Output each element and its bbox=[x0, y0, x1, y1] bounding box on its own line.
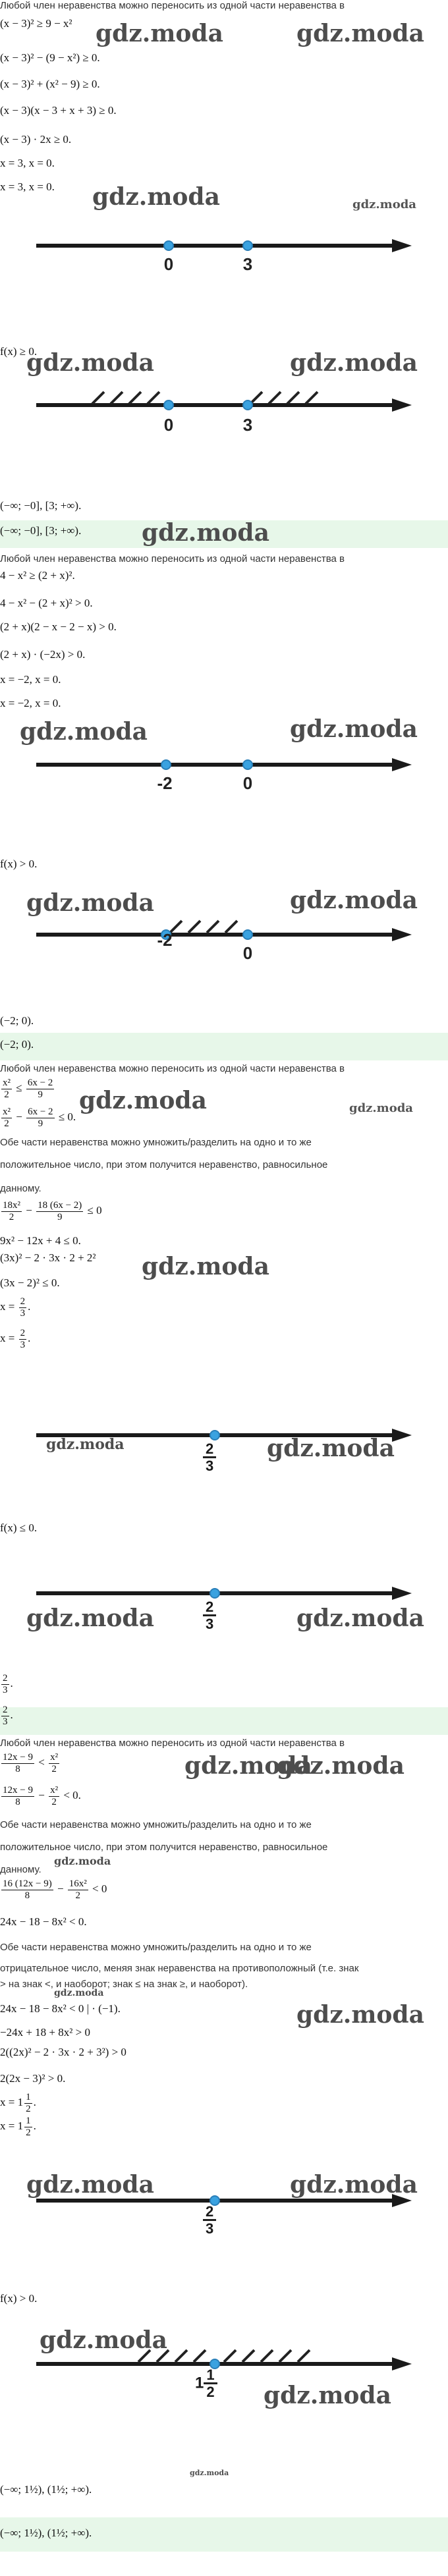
p3-answer-final: $\frac{2}{3}$ . bbox=[3, 1705, 13, 1727]
watermark: gdz.moda bbox=[46, 1436, 125, 1453]
p4-eq7: 2((2x)² − 2 · 3x · 2 + 3²) > 0 bbox=[0, 2046, 126, 2058]
watermark: gdz.moda bbox=[352, 198, 416, 211]
point-b bbox=[242, 759, 253, 770]
point-label-b: 3 bbox=[242, 254, 253, 274]
p1-eq2: (x − 3)² − (9 − x²) ≥ 0. bbox=[0, 51, 100, 64]
p3-eq6: (3x − 2)² ≤ 0. bbox=[0, 1276, 60, 1289]
p1-eq6: x = 3, x = 0. bbox=[0, 157, 55, 169]
shading-left bbox=[0, 385, 448, 425]
note-negative: отрицательное число, меняя знак неравенства на противоположный (т.е. знак bbox=[0, 1963, 359, 1974]
point-a bbox=[163, 400, 174, 410]
watermark: gdz.moda bbox=[184, 1752, 312, 1780]
watermark: gdz.moda bbox=[267, 1435, 395, 1462]
p1-fx: f(x) ≥ 0. bbox=[0, 345, 38, 358]
axis bbox=[36, 763, 392, 767]
p2-eq6: x = −2, x = 0. bbox=[0, 697, 61, 709]
watermark: gdz.moda bbox=[20, 718, 148, 746]
p3-root: x = $\frac{2}{3}$ . bbox=[0, 1296, 31, 1319]
point-label-a: -2 bbox=[157, 930, 173, 950]
p3-eq4: 9x² − 12x + 4 ≤ 0. bbox=[0, 1234, 81, 1247]
watermark: gdz.moda bbox=[142, 519, 269, 547]
watermark: gdz.moda bbox=[26, 889, 154, 917]
note-multiply: положительное число, при этом получится неравенство, равносильное bbox=[0, 1159, 328, 1170]
point-b bbox=[242, 929, 253, 940]
watermark: gdz.moda bbox=[277, 1752, 405, 1780]
note-multiply: данному. bbox=[0, 1864, 42, 1875]
p4-eq5: 24x − 18 − 8x² < 0 | · (−1). bbox=[0, 2002, 121, 2015]
watermark: gdz.moda bbox=[349, 1101, 413, 1115]
p3-eq3: $\frac{\text{18x²}}{2}$ − $\frac{18 (6x - 2)}{9}$ ≤ 0 bbox=[3, 1200, 102, 1222]
point-label-b: 0 bbox=[242, 773, 253, 793]
point bbox=[210, 1430, 220, 1440]
p2-answer-final: (−2; 0). bbox=[0, 1038, 34, 1051]
axis-arrow bbox=[392, 758, 412, 771]
axis-arrow bbox=[392, 1587, 412, 1600]
point-label-b: 0 bbox=[242, 943, 253, 963]
watermark: gdz.moda bbox=[96, 20, 223, 47]
watermark: gdz.moda bbox=[54, 1988, 104, 1998]
p2-eq4: (2 + x) · (−2x) > 0. bbox=[0, 648, 86, 661]
p1-eq4: (x − 3)(x − 3 + x + 3) ≥ 0. bbox=[0, 104, 117, 117]
p3-answer: $\frac{2}{3}$ . bbox=[3, 1673, 13, 1695]
watermark: gdz.moda bbox=[296, 20, 424, 47]
p2-eq3: (2 + x)(2 − x − 2 − x) > 0. bbox=[0, 620, 117, 633]
note-move-terms: Любой член неравенства можно переносить из одной части неравенства в bbox=[0, 1063, 345, 1074]
answer-band bbox=[0, 1033, 448, 1060]
watermark: gdz.moda bbox=[290, 715, 418, 743]
watermark: gdz.moda bbox=[26, 1604, 154, 1632]
point-label: $\frac{2}{3}$ bbox=[203, 2204, 216, 2236]
p1-eq1: (x − 3)² ≥ 9 − x² bbox=[0, 17, 72, 30]
axis-arrow bbox=[392, 1429, 412, 1442]
p2-eq2: 4 − x² − (2 + x)² > 0. bbox=[0, 597, 93, 609]
note-move-terms: Любой член неравенства можно переносить из одной части неравенства в bbox=[0, 1738, 345, 1749]
p1-answer-final: (−∞; −0], [3; +∞). bbox=[0, 524, 82, 537]
p4-fx: f(x) > 0. bbox=[0, 2292, 38, 2305]
p1-eq7: x = 3, x = 0. bbox=[0, 180, 55, 193]
p4-root: x = 1 $\frac{1}{2}$ . bbox=[0, 2092, 36, 2114]
p4-answer-final: (−∞; 1½), (1½; +∞). bbox=[0, 2527, 92, 2539]
point-label: $\frac{2}{3}$ bbox=[203, 1599, 216, 1631]
note-multiply: данному. bbox=[0, 1183, 42, 1194]
watermark: gdz.moda bbox=[290, 349, 418, 377]
watermark: gdz.moda bbox=[190, 2469, 229, 2477]
p3-eq5: (3x)² − 2 · 3x · 2 + 2² bbox=[0, 1251, 96, 1264]
note-negative: > на знак <, и наоборот; знак ≤ на знак ≥, и наоборот). bbox=[0, 1979, 248, 1990]
note-move-terms: Любой член неравенства можно переносить из одной части неравенства в bbox=[0, 0, 345, 11]
watermark: gdz.moda bbox=[296, 1604, 424, 1632]
watermark: gdz.moda bbox=[26, 349, 154, 377]
p3-eq2: $\frac{\text{x²}}{2}$ − $\frac{6x - 2}{9}$ ≤ 0. bbox=[3, 1107, 76, 1129]
answer-band bbox=[0, 1707, 448, 1735]
p4-eq2: $\frac{12x - 9}{8}$ − $\frac{\text{x²}}{2}$ < 0. bbox=[3, 1785, 81, 1807]
note-multiply: Обе части неравенства можно умножить/разделить на одно и то же bbox=[0, 1819, 312, 1830]
watermark: gdz.moda bbox=[142, 1253, 269, 1280]
point-label: $\frac{2}{3}$ bbox=[203, 1441, 216, 1473]
shading-between bbox=[0, 914, 448, 954]
note-move-terms: Любой член неравенства можно переносить из одной части неравенства в bbox=[0, 553, 345, 564]
point-b bbox=[242, 240, 253, 251]
p1-eq5: (x − 3) · 2x ≥ 0. bbox=[0, 133, 72, 146]
p1-eq3: (x − 3)² + (x² − 9) ≥ 0. bbox=[0, 78, 100, 90]
watermark: gdz.moda bbox=[290, 2171, 418, 2199]
p3-root-repeat: x = $\frac{2}{3}$ . bbox=[0, 1328, 31, 1350]
p3-fx: f(x) ≤ 0. bbox=[0, 1521, 38, 1534]
p4-eq1: $\frac{12x - 9}{8}$ < $\frac{\text{x²}}{2}$ bbox=[3, 1752, 59, 1774]
p4-eq4: 24x − 18 − 8x² < 0. bbox=[0, 1915, 87, 1928]
p2-eq1: 4 − x² ≥ (2 + x)². bbox=[0, 569, 75, 582]
point-label-a: 0 bbox=[163, 415, 174, 435]
watermark: gdz.moda bbox=[92, 183, 220, 211]
p4-eq6: −24x + 18 + 8x² > 0 bbox=[0, 2026, 90, 2039]
watermark: gdz.moda bbox=[26, 2171, 154, 2199]
p4-root-repeat: x = 1 $\frac{1}{2}$ . bbox=[0, 2116, 36, 2138]
point-label-a: 0 bbox=[163, 254, 174, 274]
note-negative: Обе части неравенства можно умножить/разделить на одно и то же bbox=[0, 1942, 312, 1953]
point-label: 1 $\frac{1}{2}$ bbox=[195, 2367, 217, 2399]
point-label-b: 3 bbox=[242, 415, 253, 435]
point bbox=[210, 1588, 220, 1599]
watermark: gdz.moda bbox=[264, 2382, 391, 2409]
p2-eq5: x = −2, x = 0. bbox=[0, 673, 61, 686]
p3-eq1: $\frac{\text{x²}}{2}$ ≤ $\frac{6x - 2}{9}$ bbox=[3, 1078, 53, 1100]
point-a bbox=[163, 240, 174, 251]
watermark: gdz.moda bbox=[290, 887, 418, 914]
point-a bbox=[161, 759, 171, 770]
p1-answer: (−∞; −0], [3; +∞). bbox=[0, 499, 82, 512]
p4-answer: (−∞; 1½), (1½; +∞). bbox=[0, 2483, 92, 2496]
p2-answer: (−2; 0). bbox=[0, 1014, 34, 1027]
p4-eq3: $\frac{16 (12x - 9)}{8}$ − $\frac{\text{16x²}}{2}$ < 0 bbox=[3, 1878, 107, 1901]
point-b bbox=[242, 400, 253, 410]
note-multiply: Обе части неравенства можно умножить/разделить на одно и то же bbox=[0, 1137, 312, 1148]
watermark: gdz.moda bbox=[79, 1087, 207, 1114]
watermark: gdz.moda bbox=[40, 2326, 167, 2354]
axis bbox=[36, 244, 392, 248]
point-label-a: -2 bbox=[157, 773, 173, 793]
axis-arrow bbox=[392, 239, 412, 252]
p4-eq8: 2(2x − 3)² > 0. bbox=[0, 2072, 66, 2085]
p2-fx: f(x) > 0. bbox=[0, 858, 38, 870]
watermark: gdz.moda bbox=[296, 2001, 424, 2029]
note-multiply: положительное число, при этом получится неравенство, равносильное bbox=[0, 1842, 328, 1853]
watermark: gdz.moda bbox=[54, 1855, 111, 1867]
